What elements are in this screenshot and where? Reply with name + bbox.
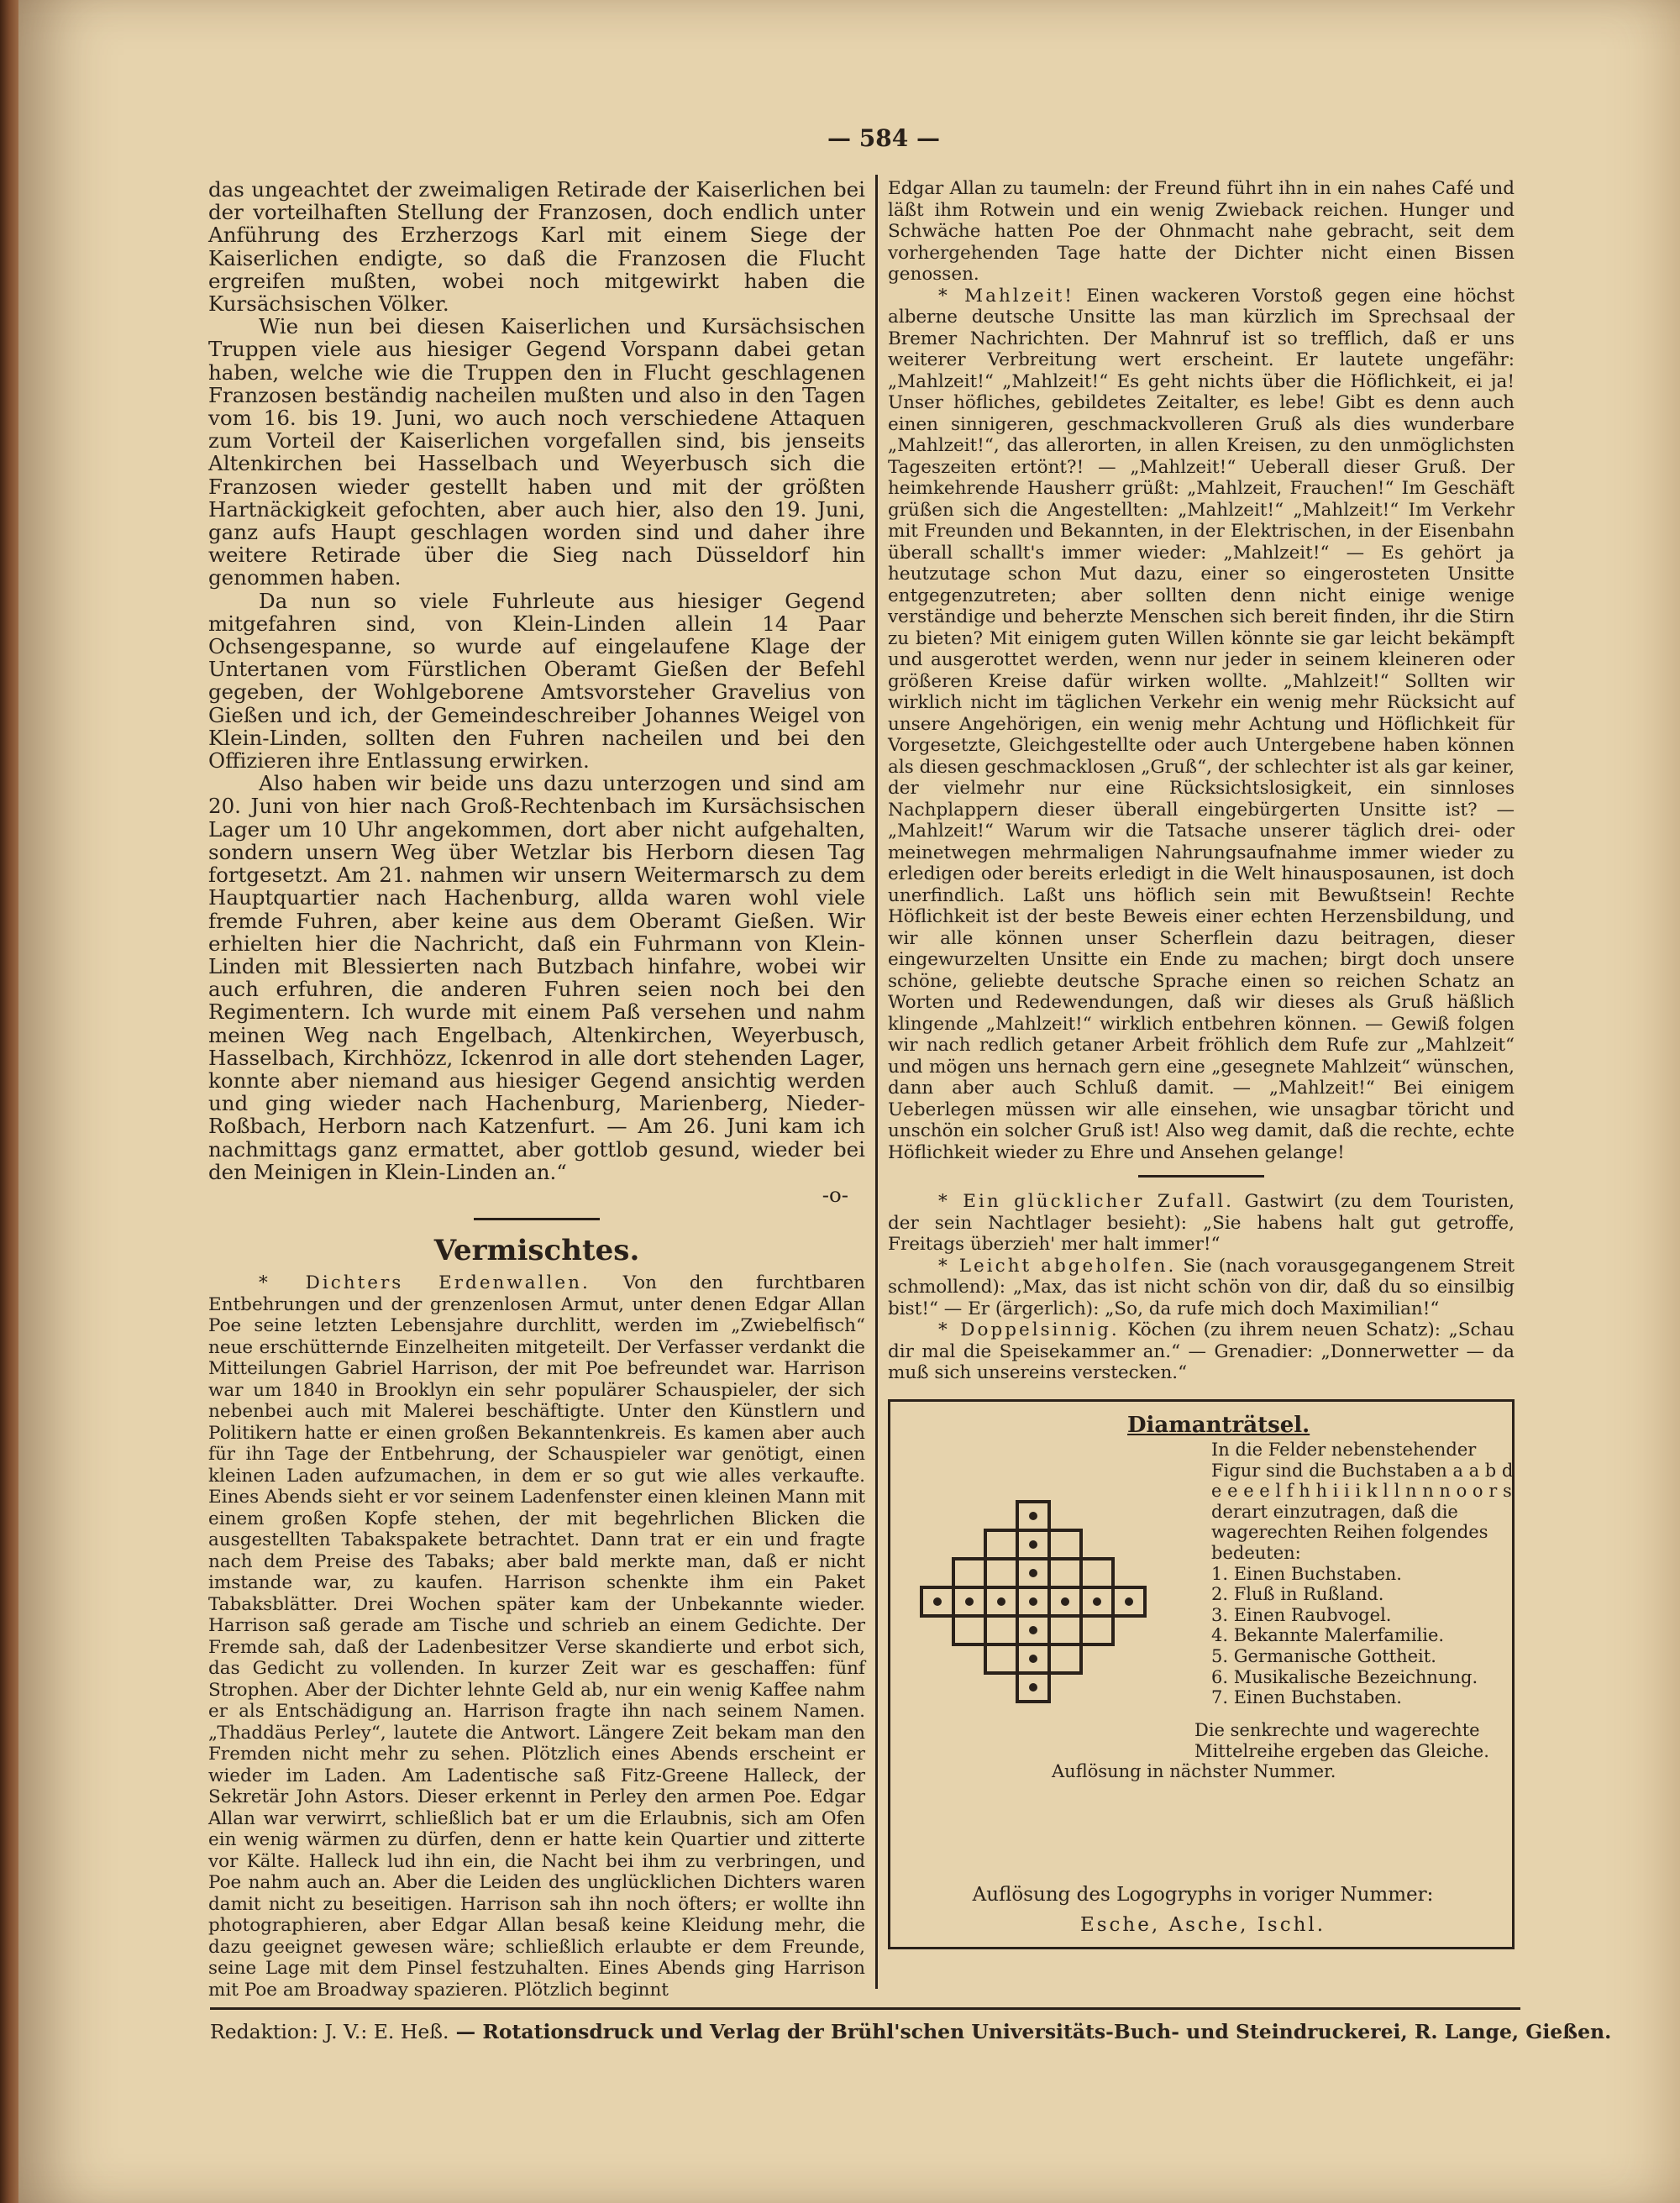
riddle-intro: In die Felder nebenstehender Figur sind die Buchstaben a a b d e e e e l f h h i i i k l l n n n o o r s derart einzutragen, daß die wagerechten Reihen folgendes bedeuten:: [1211, 1440, 1514, 1563]
riddle-item-5: 5. Germanische Gottheit.: [1211, 1645, 1436, 1666]
imprint-publisher: — Rotationsdruck und Verlag der Brühl'schen Universitäts-Buch- und Steindruckerei, R. Lange, Gießen.: [449, 2020, 1612, 2043]
misc-article-poe: [208, 1272, 865, 2001]
joke-3: [888, 1319, 1515, 1384]
page-number: — 584 —: [827, 124, 940, 152]
riddle-item-3: 3. Einen Raubvogel.: [1211, 1604, 1392, 1625]
riddle-item-6: 6. Musikalische Bezeichnung.: [1211, 1666, 1478, 1687]
imprint-footer: [210, 2007, 1612, 2043]
left-column: [208, 178, 865, 2001]
section-title: Vermischtes.: [433, 1234, 640, 1268]
riddle-item-1: 1. Einen Buchstaben.: [1211, 1563, 1402, 1584]
joke-1: [888, 1191, 1515, 1256]
riddle-answer-note: Auflösung in nächster Nummer.: [1052, 1761, 1336, 1782]
joke-separator: [1138, 1175, 1264, 1178]
right-column: [888, 178, 1515, 1949]
riddle-after: [900, 1720, 1522, 1782]
article-signature: -o-: [822, 1182, 848, 1207]
book-spine-edge: [0, 0, 18, 2203]
left-paragraph-2: Wie nun bei diesen Kaiserlichen und Kursächsischen Truppen viele aus hiesiger Gegend Vorspann dabei getan haben, welche wie die Truppen den in Flucht geschlagenen Franzosen beständig nacheilen mußten und also in den Tagen vom 16. bis 19. Juni, wo auch noch verschiedene Attaquen zum Vorteil der Kaiserlichen vorgefallen sind, bis jenseits Altenkirchen bei Hasselbach und Weyerbusch sich die Franzosen wieder gestellt haben und mit der größten Hartnäckigkeit gefochten, aber auch hier, also den 19. Juni, ganz aufs Haupt geschlagen worden sind und daher ihre weitere Retirade über die Sieg nach Düsseldorf hin genommen haben.: [208, 314, 865, 590]
imprint-editor: Redaktion: J. V.: E. Heß.: [210, 2020, 449, 2043]
riddle-item-2: 2. Fluß in Rußland.: [1211, 1584, 1384, 1605]
mahlzeit-heading: * Mahlzeit!: [938, 285, 1074, 307]
column-divider: [875, 175, 878, 1989]
joke-3-heading: * Doppelsinnig.: [938, 1319, 1120, 1340]
joke-1-heading: * Ein glücklicher Zufall.: [938, 1191, 1235, 1212]
riddle-item-4: 4. Bekannte Malerfamilie.: [1211, 1625, 1445, 1646]
riddle-title: Diamanträtsel.: [1127, 1412, 1310, 1438]
diamond-grid-dots: [933, 1512, 1133, 1692]
section-separator: [474, 1218, 600, 1220]
left-paragraph-3: Da nun so viele Fuhrleute aus hiesiger Gegend mitgefahren sind, von Klein-Linden allein 14 Paar Ochsengespanne, so wurde auf eingelaufene Klage der Untertanen vom Fürstlichen Oberamt Gießen der Befehl gegeben, der Wohlgeborene Amtsvorsteher Gravelius von Gießen und ich, der Gemeindeschreiber Johannes Weigel von Klein-Linden, sollten den Fuhren nacheilen und bei den Offizieren ihre Entlassung erwirken.: [208, 588, 865, 774]
diamond-grid-figure: [905, 1498, 1157, 1717]
left-paragraph-4: Also haben wir beide uns dazu unterzogen und sind am 20. Juni von hier nach Groß-Rechtenbach im Kursächsischen Lager um 10 Uhr angekommen, dort aber nicht aufgehalten, sondern unsern Weg über Wetzlar bis Herborn diesen Tag fortgesetzt. Am 21. nahmen wir unsern Weitermarsch zu dem Hauptquartier nach Hachenburg, allda waren wohl viele fremde Fuhren, aber keine aus dem Oberamt Gießen. Wir erhielten hier die Nachricht, daß ein Fuhrmann von Klein-Linden mit Blessierten nach Butzbach hinfahre, wobei wir auch erfuhren, die anderen Fuhren seien noch bei den Regimentern. Ich wurde mit einem Paß versehen und nahm meinen Weg nach Engelbach, Altenkirchen, Weyerbusch, Hasselbach, Kirchhözz, Ickenrod in alle dort stehenden Lager, konnte aber niemand aus hiesiger Gegend ansichtig werden und ging wieder nach Hachenburg, Marienberg, Nieder-Roßbach, Herborn nach Katzenfurt. — Am 26. Juni kam ich nachmittags ganz ermattet, aber gottlob gesund, wieder bei den Meinigen in Klein-Linden an.“: [208, 771, 865, 1184]
riddle-after-text: Die senkrechte und wagerechte Mittelreihe ergeben das Gleiche.: [1194, 1720, 1489, 1761]
joke-1-text: Gastwirt (zu dem Touristen, der sein Nachtlager besieht): „Sie habens halt gut getroffe, Freitags überzieh' mer halt immer!“: [888, 1191, 1515, 1255]
mahlzeit-article: [888, 286, 1515, 1164]
riddle-item-7: 7. Einen Buchstaben.: [1211, 1687, 1402, 1708]
riddle-instructions: [1194, 1440, 1514, 1708]
joke-2-heading: * Leicht abgeholfen.: [938, 1255, 1177, 1277]
joke-2: [888, 1256, 1515, 1320]
logogryph-solution-text: Esche, Asche, Ischl.: [1079, 1914, 1326, 1936]
joke-3-text: Köchen (zu ihrem neuen Schatz): „Schau dir mal die Speisekammer an.“ — Grenadier: „Donnerwetter — da muß sich unsereins verstecken.“: [888, 1319, 1515, 1383]
joke-2-text: Sie (nach vorausgegangenem Streit schmollend): „Max, das ist nicht schön von dir, daß du so einsilbig bist!“ — Er (ärgerlich): „So, da rufe mich doch Maximilian!“: [888, 1255, 1515, 1319]
misc-article-poe-text: Von den furchtbaren Entbehrungen und der grenzenlosen Armut, unter denen Edgar Allan Poe seine letzten Lebensjahre durchlitt, werden im „Zwiebelfisch“ neue erschütternde Einzelheiten mitgeteilt. Der Verfasser verdankt die Mitteilungen Gabriel Harrison, der mit Poe befreundet war. Harrison war um 1840 in Brooklyn ein sehr populärer Schauspieler, der sich nebenbei auch mit Malerei beschäftigte. Unter den Künstlern und Politikern hatte er einen großen Bekanntenkreis. Es kamen aber auch für ihn Tage der Entbehrung, der Schauspieler war genötigt, einen kleinen Laden aufzumachen, in dem er so gut wie alles verkaufte. Eines Abends sieht er vor seinem Ladenfenster einen kleinen Mann mit einem großen Kopfe stehen, der mit begehrlichen Blicken die ausgestellten Tabakspakete betrachtet. Dann trat er ein und fragte nach dem Preise des Tabaks; aber bald merkte man, daß er nicht imstande war, zu kaufen. Harrison schenkte ihm ein Paket Tabaksblätter. Drei Wochen später kam der Unbekannte wieder. Harrison saß gerade am Tische und schrieb an einem Gedichte. Der Fremde sah, daß der Ladenbesitzer Verse skandierte und erbot sich, das Gedicht zu vollenden. In kurzer Zeit war es geschaffen: fünf Strophen. Aber der Dichter lehnte Geld ab, nur ein wenig Kaffee nahm er als Entschädigung an. Harrison fragte ihn nach seinem Namen. „Thaddäus Perley“, lautete die Antwort. Längere Zeit bekam man den Fremden nicht mehr zu sehen. Plötzlich eines Abends erscheint er wieder im Laden. Am Ladentische saß Fitz-Greene Halleck, der Sekretär John Astors. Dieser erkennt in Perley den armen Poe. Edgar Allan war verwirrt, schließlich bat er um die Erlaubnis, sich am Ofen ein wenig wärmen zu dürfen, denn er hatte kein Quartier und zitterte vor Kälte. Halleck lud ihn ein, die Nacht bei ihm zu verbringen, und Poe nahm auch an. Aber die Leiden des unglücklichen Dichters waren damit nicht zu beseitigen. Harrison sah ihn noch öfters; er wollte ihn photographieren, aber Edgar Allan besaß keine Kleidung mehr, die dazu geeignet gewesen wäre; schließlich erlaubte er dem Freunde, seine Lage mit dem Pinsel festzuhalten. Eines Abends ging Harrison mit Poe am Broadway spazieren. Plötzlich beginnt: [208, 1272, 865, 2001]
mahlzeit-text: Einen wackeren Vorstoß gegen eine höchst alberne deutsche Unsitte las man kürzlich im Sprechsaal der Bremer Nachrichten. Der Mahnruf ist so trefflich, daß er uns weiterer Verbreitung wert erscheint. Er lautete ungefähr: „Mahlzeit!“ „Mahlzeit!“ Es geht nichts über die Höflichkeit, ei ja! Unser höfliches, gebildetes Zeitalter, es lebe! Gibt es denn auch einen sinnigeren, geschmackvolleren Gruß als dies wunderbare „Mahlzeit!“, das allerorten, in allen Kreisen, zu den unmöglichsten Tageszeiten ertönt?! — „Mahlzeit!“ Ueberall dieser Gruß. Der heimkehrende Hausherr grüßt: „Mahlzeit, Frauchen!“ Im Geschäft grüßen sich die Angestellten: „Mahlzeit!“ „Mahlzeit!“ Im Verkehr mit Freunden und Bekannten, in der Elektrischen, in der Eisenbahn überall schallt's immer wieder: „Mahlzeit!“ — Es gehört ja heutzutage schon Mut dazu, einer so eingerosteten Unsitte entgegenzutreten; aber sollten denn nicht einige wenige verständige und beherzte Menschen sich bereit finden, ihr die Stirn zu bieten? Mit einigem guten Willen könnte sie gar leicht bekämpft und ausgerottet werden, wenn nur jeder in seinem kleineren oder größeren Kreise dafür wirken wollte. „Mahlzeit!“ Sollten wir wirklich nicht im täglichen Verkehr ein wenig mehr Rücksicht auf unsere Angehörigen, ein wenig mehr Achtung und Höflichkeit für Vorgesetzte, Gleichgestellte oder auch Untergebene haben können als diesen geschmacklosen „Gruß“, der schlechter ist als gar keiner, der vielmehr nur eine Rücksichtslosigkeit, ein sinnloses Nachplappern dieser überall eingebürgerten Unsitte ist? — „Mahlzeit!“ Warum wir die Tatsache unserer täglich drei- oder meinetwegen mehrmaligen Nahrungsaufnahme immer wieder zu erledigen oder bereits erledigt in die Welt hinausposaunen, ist doch unerfindlich. Laßt uns höflich sein mit Bewußtsein! Rechte Höflichkeit ist der beste Beweis einer echten Herzensbildung, und wir alle können unser Scherflein dazu beitragen, dieser eingewurzelten Unsitte ein Ende zu machen; birgt doch unsere schöne, geliebte deutsche Sprache einen so reichen Schatz an Worten und Redewendungen, daß wir dieses als Gruß häßlich klingende „Mahlzeit!“ wirklich entbehren können. — Gewiß folgen wir nach redlich getaner Arbeit fröhlich dem Rufe zur „Mahlzeit“ und mögen uns hernach gern eine „gesegnete Mahlzeit“ wünschen, dann aber auch Schluß damit. — „Mahlzeit!“ Bei einigem Ueberlegen müssen wir alle einsehen, wie unsagbar töricht und unschön ein solcher Gruß ist! Also weg damit, daß die rechte, echte Höflichkeit wieder zu Ehre und Ansehen gelange!: [888, 285, 1515, 1163]
left-paragraph-1: das ungeachtet der zweimaligen Retirade der Kaiserlichen bei der vorteilhaften Stellung der Franzosen, doch endlich unter Anführung des Erzherzogs Karl mit einem Siege der Kaiserlichen endigte, so daß die Franzosen die Flucht ergreifen mußten, wobei noch mitgewirkt haben die Kursächsischen Völker.: [208, 177, 865, 317]
misc-article-poe-heading: * Dichters Erdenwallen.: [259, 1272, 591, 1294]
riddle-box: [888, 1399, 1515, 1950]
riddle-body: [900, 1440, 1514, 1876]
right-paragraph-1: Edgar Allan zu taumeln: der Freund führt ihn in ein nahes Café und läßt ihm Rotwein und ein wenig Zwieback reichen. Hunger und Schwäche hatten Poe der Ohnmacht nahe gebracht, seit dem vorhergehenden Tage hatte der Dichter nicht einen Bissen genossen.: [888, 178, 1515, 285]
logogryph-solution-title: Auflösung des Logogryphs in voriger Nummer:: [972, 1884, 1434, 1906]
